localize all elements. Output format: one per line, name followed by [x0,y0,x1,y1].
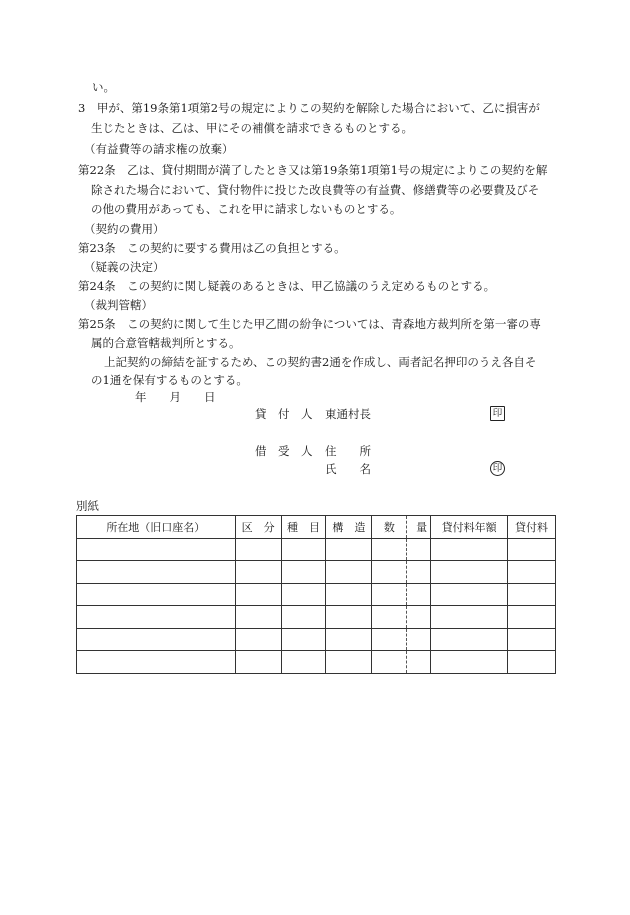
header-fee: 貸付料 [508,516,556,539]
article-heading: （契約の費用） [84,222,165,236]
table-cell [281,583,326,606]
clause-3: 3 甲が、第19条第1項第2号の規定によりこの契約を解除した場合において、乙に損害が [78,101,540,115]
header-location: 所在地（旧口座名） [77,516,236,539]
table-cell [407,561,431,584]
article-24: 第24条 この契約に関し疑義のあるときは、甲乙協議のうえ定めるものとする。 [78,279,496,293]
body-line: の他の費用があっても、これを甲に請求しないものとする。 [91,202,402,216]
table-cell [508,651,556,674]
body-line: 属的合意管轄裁判所とする。 [91,336,241,350]
lender-name: 東通村長 [325,407,371,421]
body-line: 生じたときは、乙は、甲にその補償を請求できるものとする。 [91,121,413,135]
table-cell [372,561,407,584]
borrower-role: 借 受 人 [255,444,313,458]
table-cell [407,538,431,561]
table-cell [508,561,556,584]
table-cell [235,583,281,606]
header-category: 区 分 [235,516,281,539]
table-row [77,583,556,606]
table-cell [281,561,326,584]
table-cell [235,651,281,674]
table-row [77,606,556,629]
article-22: 第22条 乙は、貸付期間が満了したとき又は第19条第1項第1号の規定によりこの契約を解 [78,163,548,177]
borrower-seal: 印 [490,461,505,476]
closing-statement: 上記契約の締結を証するため、この契約書2通を作成し、両者記名押印のうえ各自そ [104,355,537,369]
table-cell [508,583,556,606]
table-cell [431,606,508,629]
table-cell [508,628,556,651]
table-cell [508,606,556,629]
table-cell [431,561,508,584]
table-cell [77,651,236,674]
date-line: 年 月 日 [135,390,216,404]
table-row [77,651,556,674]
table-cell [407,628,431,651]
table-row [77,538,556,561]
table-cell [281,651,326,674]
table-cell [281,538,326,561]
table-body [77,538,556,673]
lender-role: 貸 付 人 [255,407,313,421]
table-cell [235,628,281,651]
table-cell [326,538,372,561]
table-cell [77,538,236,561]
table-cell [326,628,372,651]
table-cell [77,628,236,651]
lease-property-table [76,515,556,674]
borrower-name-label: 氏 名 [325,462,371,476]
header-type: 種 目 [281,516,326,539]
article-heading: （有益費等の請求権の放棄） [84,142,234,156]
table-header-row [77,516,556,539]
table-cell [326,651,372,674]
table-cell [431,538,508,561]
table-cell [372,628,407,651]
table-cell [281,628,326,651]
header-annual-fee: 貸付料年額 [431,516,508,539]
table-cell [281,606,326,629]
header-structure: 構 造 [326,516,372,539]
table-cell [77,561,236,584]
body-line: い。 [92,80,115,94]
annex-label: 別紙 [76,499,99,513]
body-line: 除された場合において、貸付物件に投じた改良費等の有益費、修繕費等の必要費及びそ [91,183,540,197]
table-cell [235,606,281,629]
table-cell [407,651,431,674]
article-25: 第25条 この契約に関して生じた甲乙間の紛争については、青森地方裁判所を第一審の専 [78,317,541,331]
lender-seal: 印 [490,406,505,421]
article-23: 第23条 この契約に要する費用は乙の負担とする。 [78,241,346,255]
table-cell [326,583,372,606]
article-heading: （疑義の決定） [84,260,165,274]
table-cell [372,651,407,674]
table-cell [326,561,372,584]
table-cell [235,538,281,561]
table-cell [407,583,431,606]
borrower-address-label: 住 所 [325,444,371,458]
table-cell [431,583,508,606]
body-line: の1通を保有するものとする。 [91,373,248,387]
header-quantity-amount: 量 [407,516,431,539]
table-cell [235,561,281,584]
table-row [77,561,556,584]
table-cell [431,628,508,651]
table-row [77,628,556,651]
table-cell [407,606,431,629]
table-cell [508,538,556,561]
table-cell [372,583,407,606]
table-cell [372,606,407,629]
table-cell [431,651,508,674]
header-quantity-count: 数 [372,516,407,539]
article-heading: （裁判管轄） [84,298,153,312]
table-cell [372,538,407,561]
table-cell [326,606,372,629]
table-cell [77,606,236,629]
table-cell [77,583,236,606]
